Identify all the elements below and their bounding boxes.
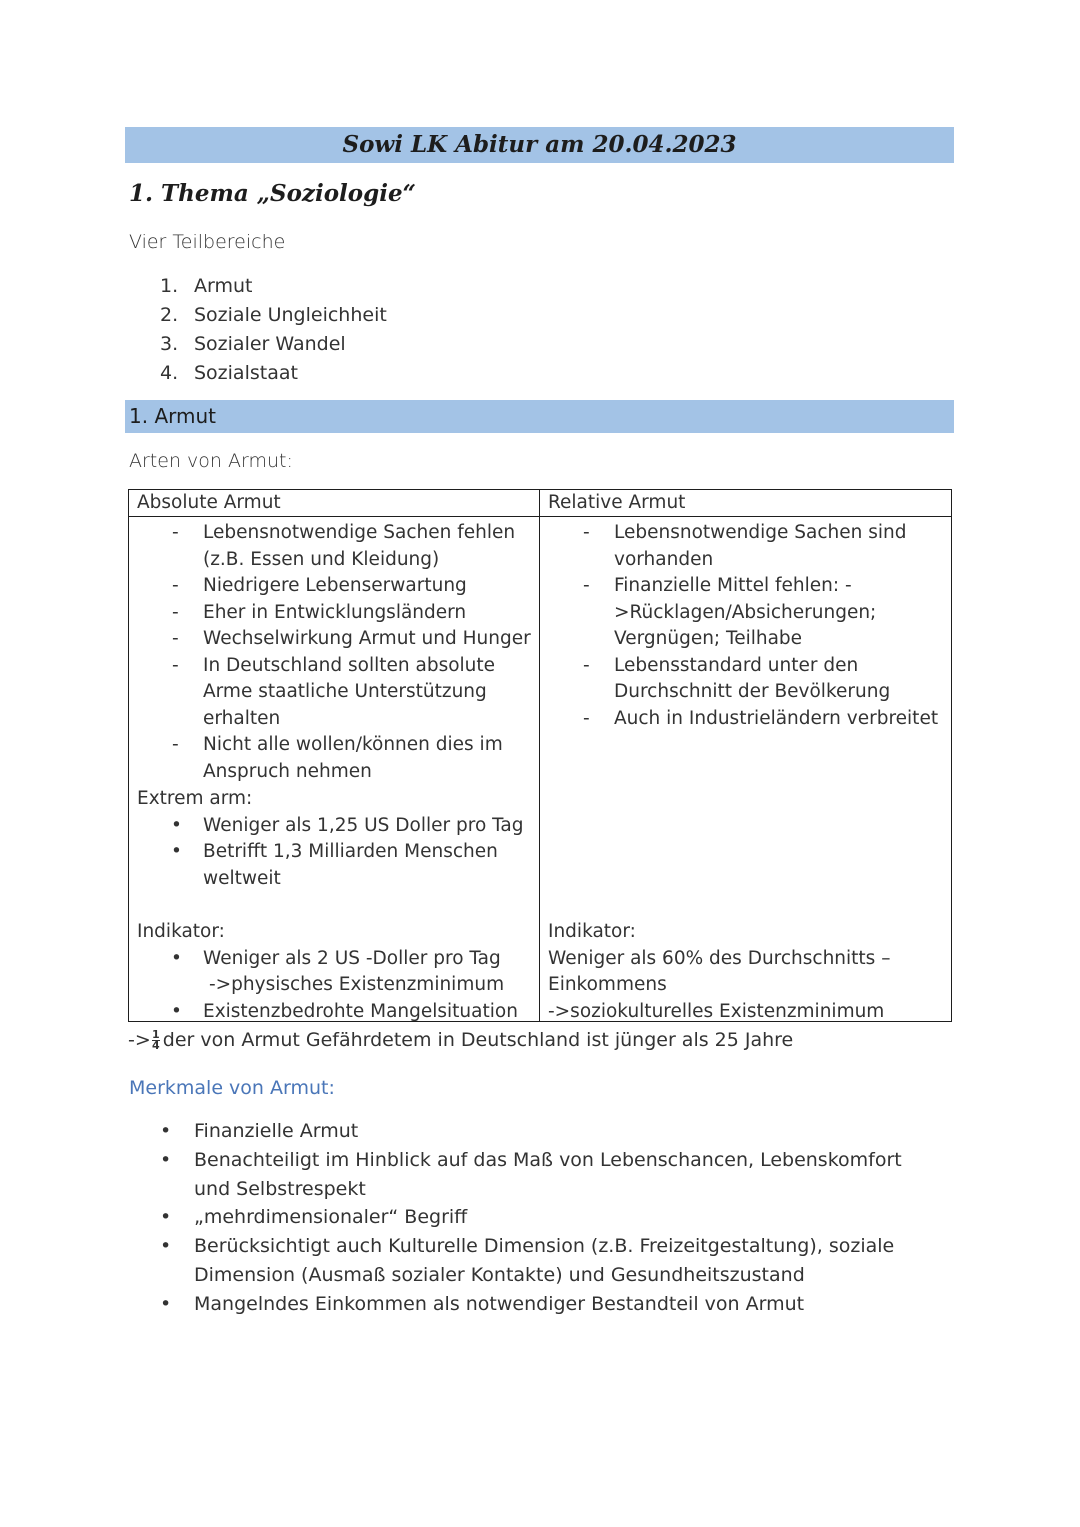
section-heading-armut: 1. Armut [125, 400, 954, 433]
list-item: • Weniger als 2 US -Doller pro Tag ->physisches Existenzminimum [171, 947, 505, 995]
list-item: • Berücksichtigt auch Kulturelle Dimension (z.B. Freizeitgestaltung), soziale Dimension (Ausmaß sozialer Kontakte) und Gesundheitszustand [160, 1235, 895, 1286]
list-item: • Finanzielle Armut [160, 1120, 359, 1142]
list-item: 4. Sozialstaat [160, 362, 298, 384]
age-note: $->\frac{1}{4}$ der von Armut Gefährdetem in Deutschland ist jünger als 25 Jahre [128, 1028, 794, 1052]
subareas-label: Vier Teilbereiche [129, 231, 286, 253]
list-item: • Benachteiligt im Hinblick auf das Maß von Lebenschancen, Lebenskomfort und Selbstrespekt [160, 1148, 902, 1200]
armut-comparison-table [128, 489, 952, 1022]
list-item: - Lebensstandard unter den Durchschnitt der Bevölkerung [548, 653, 943, 706]
relative-indicator-line: ->soziokulturelles Existenzminimum [548, 1000, 885, 1022]
topic-heading: 1. Thema „Soziologie“ [129, 180, 416, 207]
absolute-indicator-label: Indikator: [137, 921, 225, 942]
quarter-fraction: $\frac{1}{4}$ [151, 1028, 160, 1052]
absolute-indicator-list [137, 946, 531, 1026]
list-item: - Auch in Industrieländern verbreitet [548, 706, 943, 733]
list-item: - Lebensnotwendige Sachen sind vorhanden [548, 520, 943, 573]
absolute-armut-cell [129, 517, 540, 1022]
list-item: - In Deutschland sollten absolute Arme staatliche Unterstützung erhalten [137, 653, 531, 733]
list-item: • Betrifft 1,3 Milliarden Menschen weltweit [171, 841, 498, 889]
merkmale-list [158, 1117, 938, 1319]
list-item: - Lebensnotwendige Sachen fehlen (z.B. Essen und Kleidung) [137, 520, 531, 573]
list-item: - Wechselwirkung Armut und Hunger [137, 626, 531, 653]
list-item: 1. Armut [160, 275, 253, 297]
relative-indicator-line: Einkommens [548, 974, 667, 995]
list-item: 2. Soziale Ungleichheit [160, 304, 387, 326]
list-item: - Finanzielle Mittel fehlen: ->Rücklagen/Absicherungen; Vergnügen; Teilhabe [548, 573, 943, 653]
types-label: Arten von Armut: [129, 450, 293, 472]
document-title: Sowi LK Abitur am 20.04.2023 [125, 127, 954, 163]
subareas-list [160, 272, 387, 388]
extreme-points-list [137, 813, 531, 893]
list-item: • Mangelndes Einkommen als notwendiger Bestandteil von Armut [160, 1292, 805, 1315]
list-item: • „mehrdimensionaler“ Begriff [160, 1206, 468, 1229]
list-item: - Nicht alle wollen/können dies im Anspruch nehmen [137, 732, 531, 785]
list-item: • Existenzbedrohte Mangelsituation [171, 1000, 518, 1022]
relative-indicator-line: Weniger als 60% des Durchschnitts – [548, 947, 891, 969]
list-item: • Weniger als 1,25 US Doller pro Tag [171, 814, 524, 836]
merkmale-heading: Merkmale von Armut: [129, 1077, 335, 1099]
relative-armut-header: Relative Armut [540, 490, 952, 517]
list-item: 3. Sozialer Wandel [160, 333, 346, 355]
relative-points-list [548, 520, 943, 732]
relative-indicator-label: Indikator: [548, 921, 636, 942]
absolute-points-list [137, 520, 531, 785]
relative-armut-cell [540, 517, 952, 1022]
absolute-armut-header: Absolute Armut [129, 490, 540, 517]
list-item: - Eher in Entwicklungsländern [137, 600, 531, 627]
extreme-label: Extrem arm: [137, 788, 253, 809]
list-item: - Niedrigere Lebenserwartung [137, 573, 531, 600]
